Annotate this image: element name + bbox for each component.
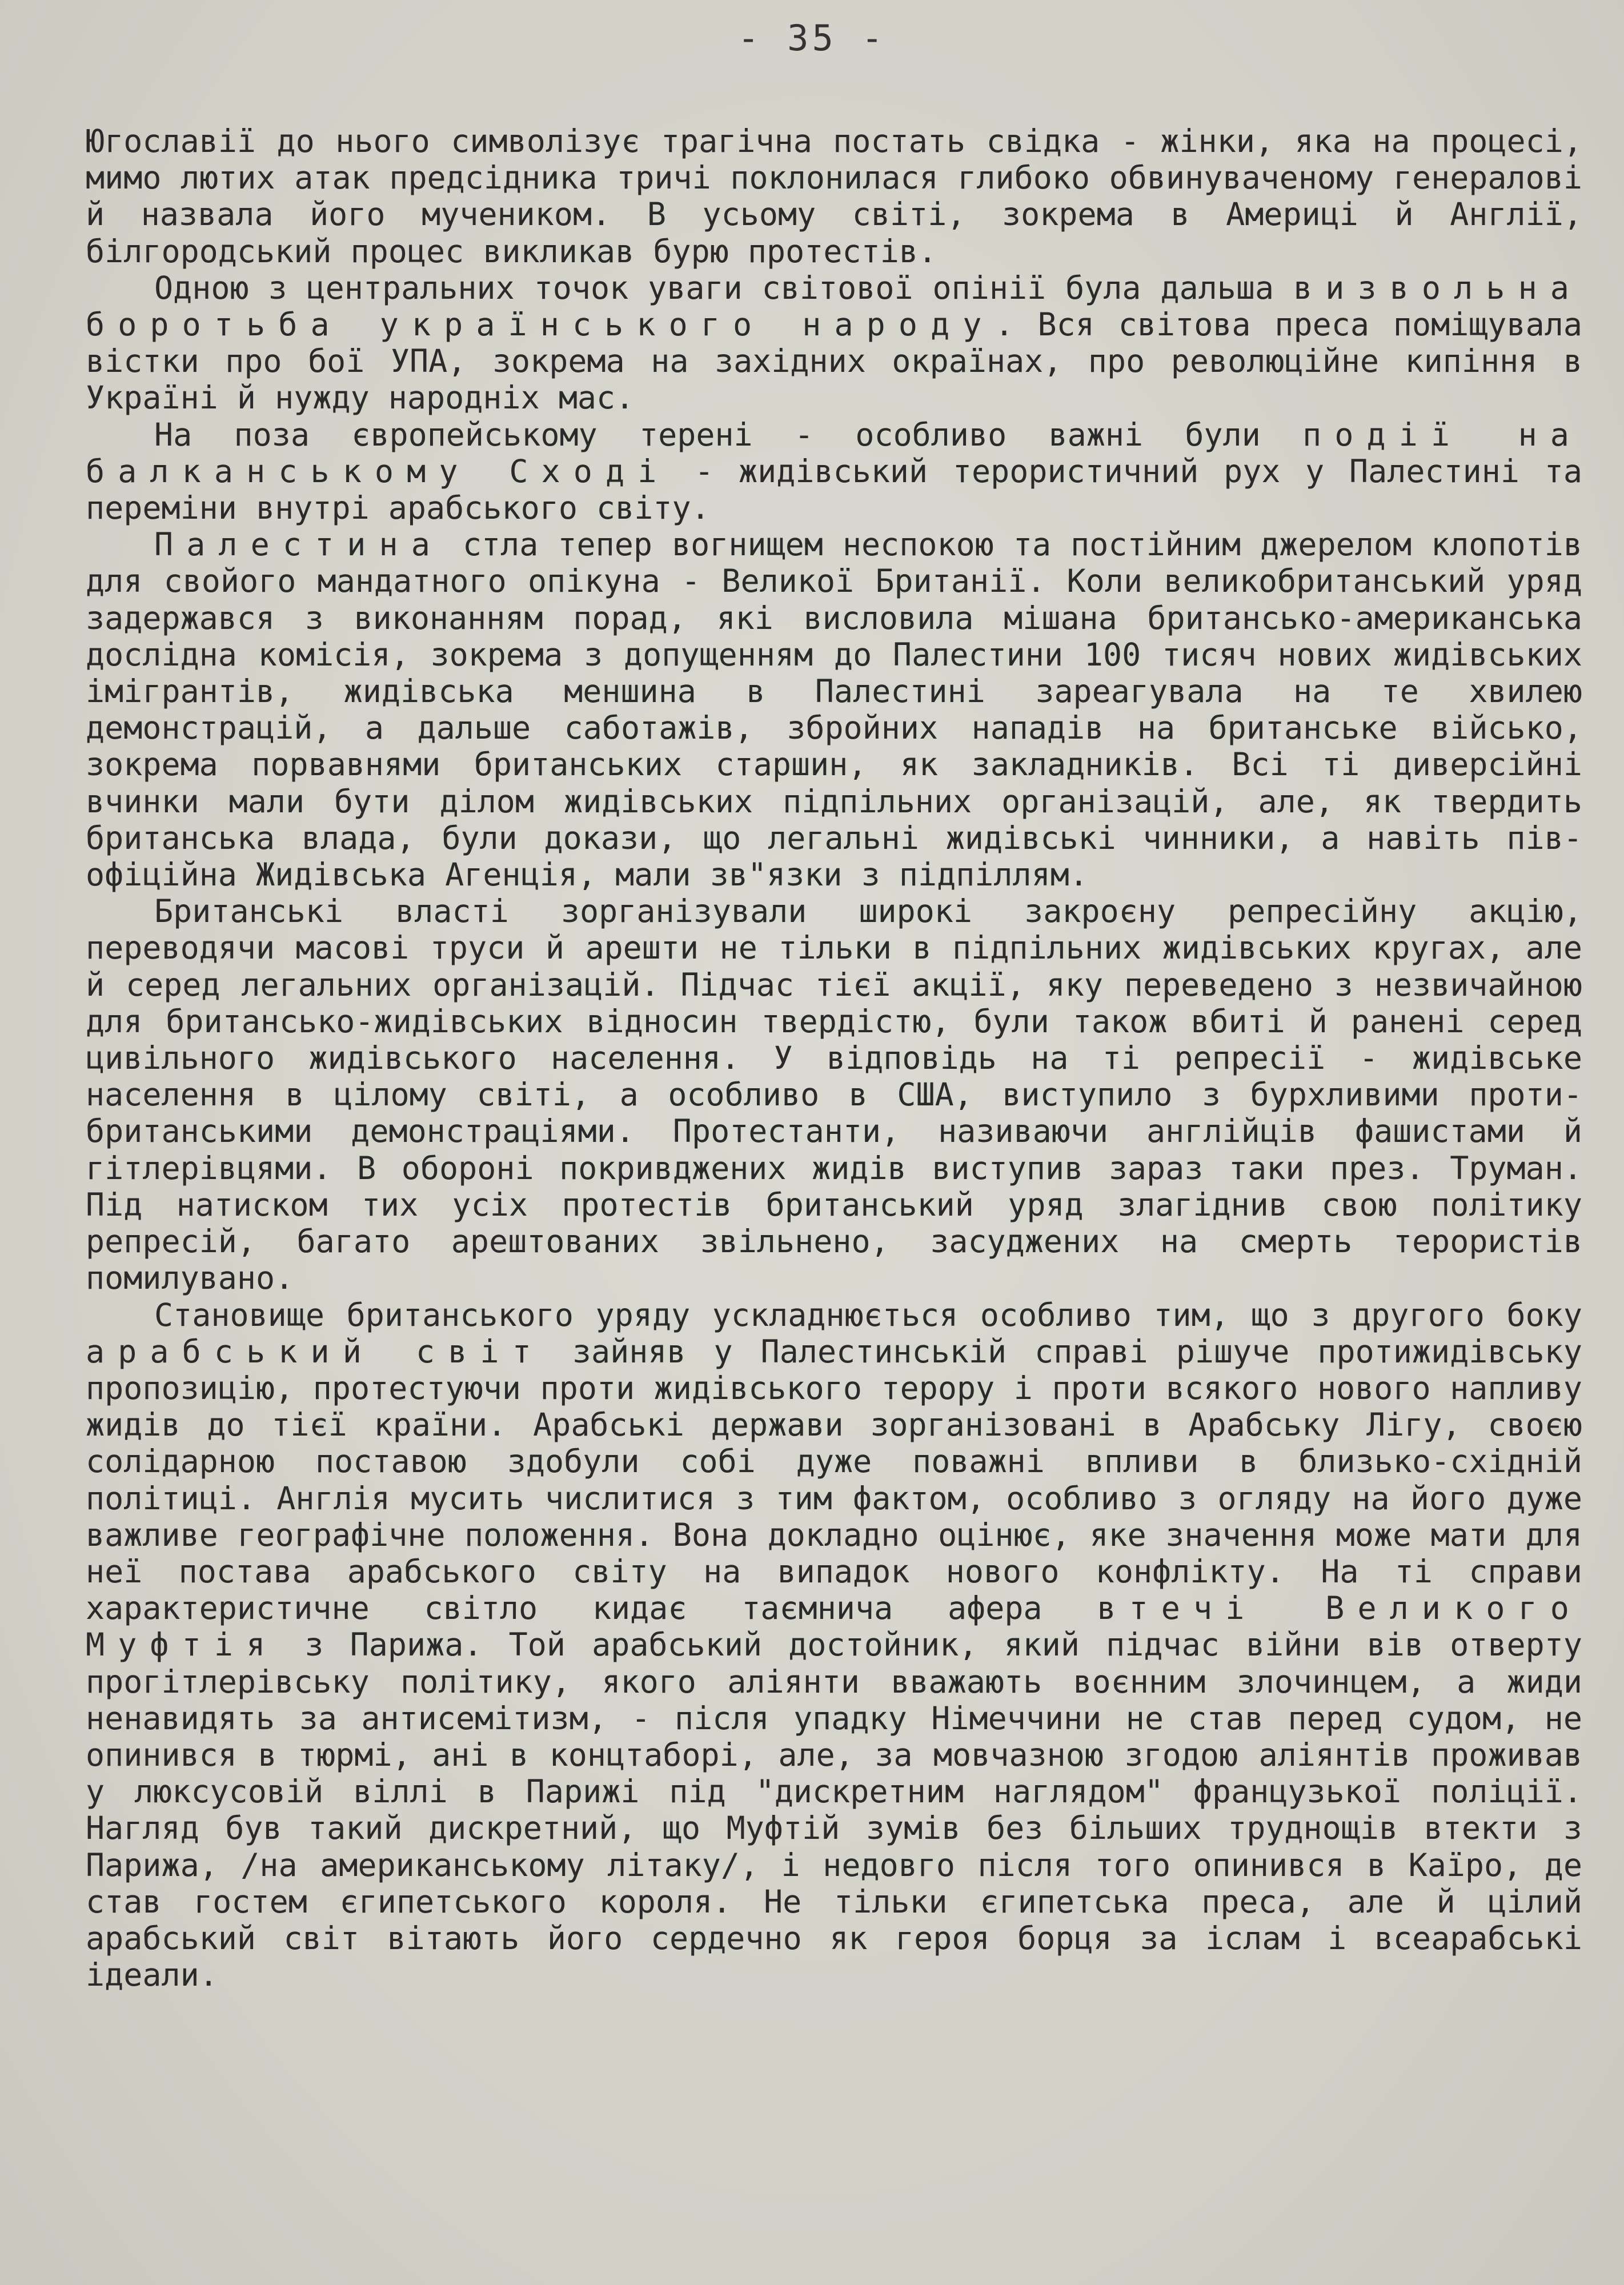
paragraph-text: зайняв у Палестинській справі рішуче протижидівську пропозицію, протестуючи проти жидівського терору і проти всякого нового напливу жидів до тієї країни. Арабські держави зорганізовані в Арабську Лігу, своєю солідарною поставою здобули собі дуже поважні впливи в близько-східній політиці. Англія мусить числитися з тим фактом, особливо з огляду на його дуже важливе географічне положення. Вона докладно оцінює, яке значення може мати для неї постава арабського світу на випадок нового конфлікту. На ті справи характеристичне світло кидає таємнича афера (86, 1333, 1582, 1627)
paragraph (86, 893, 1582, 1296)
page-number: - 35 - (737, 17, 887, 59)
spaced-emphasis-text: події на балканському Сході (86, 416, 1582, 490)
paragraph-text: На поза європейському терені - особливо важні були (154, 416, 1303, 453)
spaced-emphasis-text: арабський світ (86, 1333, 544, 1370)
paragraph-text: Югославії до нього символізує трагічна постать свідка - жінки, яка на процесі, мимо лютих атак предсідника тричі поклонилася глибоко обвинуваченому генералові й назвала його мучеником. В усьому світі, зокрема в Америці й Англії, білгородський процес викликав бурю протестів. (86, 123, 1582, 270)
paragraph (86, 270, 1582, 416)
spaced-emphasis-text: Палестина (154, 526, 443, 563)
paragraph-text: - жидівський терористичний рух у Палестині та переміни внутрі арабського світу. (86, 452, 1582, 527)
spaced-emphasis-text: втечі Великого Муфтія (86, 1590, 1582, 1663)
paragraph-text: з Парижа. Той арабський достойник, який підчас війни вів отверту прогітлерівську політику, якого аліянти вважають воєнним злочинцем, а жиди ненавидять за антисемітизм, - після упадку Німеччини не став перед судом, не опинився в тюрмі, ані в концтаборі, але, за мовчазною згодою аліянтів проживав у люксусовій віллі в Парижі під "дискретним наглядом" французької поліції. Нагляд був такий дискретний, що Муфтій зумів без більших труднощів втекти з Парижа, /на американському літаку/, і недовго після того опинився в Каїро, де став гостем єгипетського короля. Не тільки єгипетська преса, але й цілий арабський світ вітають його сердечно як героя борця за іслам і всеарабські ідеали. (86, 1626, 1582, 1994)
body-text (86, 123, 1582, 1993)
paragraph (86, 123, 1582, 270)
spaced-emphasis-text: визвольна боротьба українського народу (86, 269, 1582, 343)
paragraph-text: Британські власті зорганізували широкі закроєну репресійну акцію, переводячи масові труси й арешти не тільки в підпільних жидівських кругах, але й серед легальних організацій. Підчас тієї акції, яку переведено з незвичайною для британсько-жидівських відносин твердістю, були також вбиті й ранені серед цивільного жидівського населення. У відповідь на ті репресії - жидівське населення в цілому світі, а особливо в США, виступило з бурхливими проти-британськими демонстраціями. Протестанти, називаючи англійців фашистами й гітлерівцями. В обороні покривджених жидів виступив зараз таки през. Труман. Під натиском тих усіх протестів британський уряд злагіднив свою політику репресій, багато арештованих звільнено, засуджених на смерть терористів помилувано. (86, 893, 1582, 1297)
paragraph-text: . Вся світова преса поміщувала вістки про бої УПА, зокрема на західних окраїнах, про революційне кипіння в Україні й нужду народніх мас. (86, 306, 1582, 416)
paragraph-text: Одною з центральних точок уваги світової опінії була дальша (154, 269, 1294, 306)
paragraph-text: стла тепер вогнищем неспокою та постійним джерелом клопотів для свойого мандатного опікуна - Великої Британії. Коли великобританський уряд задержався з виконанням порад, які висловила мішана британсько-американська дослідна комісія, зокрема з допущенням до Палестини 100 тисяч нових жидівських імігрантів, жидівська меншина в Палестині зареагувала на те хвилею демонстрацій, а дальше саботажів, збройних нападів на британське військо, зокрема порвавнями британських старшин, як закладників. Всі ті диверсійні вчинки мали бути ділом жидівських підпільних організацій, але, як твердить британська влада, були докази, що легальні жидівські чинники, а навіть пів-офіційна Жидівська Агенція, мали зв"язки з підпіллям. (86, 526, 1582, 893)
paragraph (86, 1297, 1582, 1994)
paragraph (86, 526, 1582, 893)
paragraph (86, 416, 1582, 527)
paragraph-text: Становище британського уряду ускладнюється особливо тим, що з другого боку (154, 1296, 1582, 1333)
